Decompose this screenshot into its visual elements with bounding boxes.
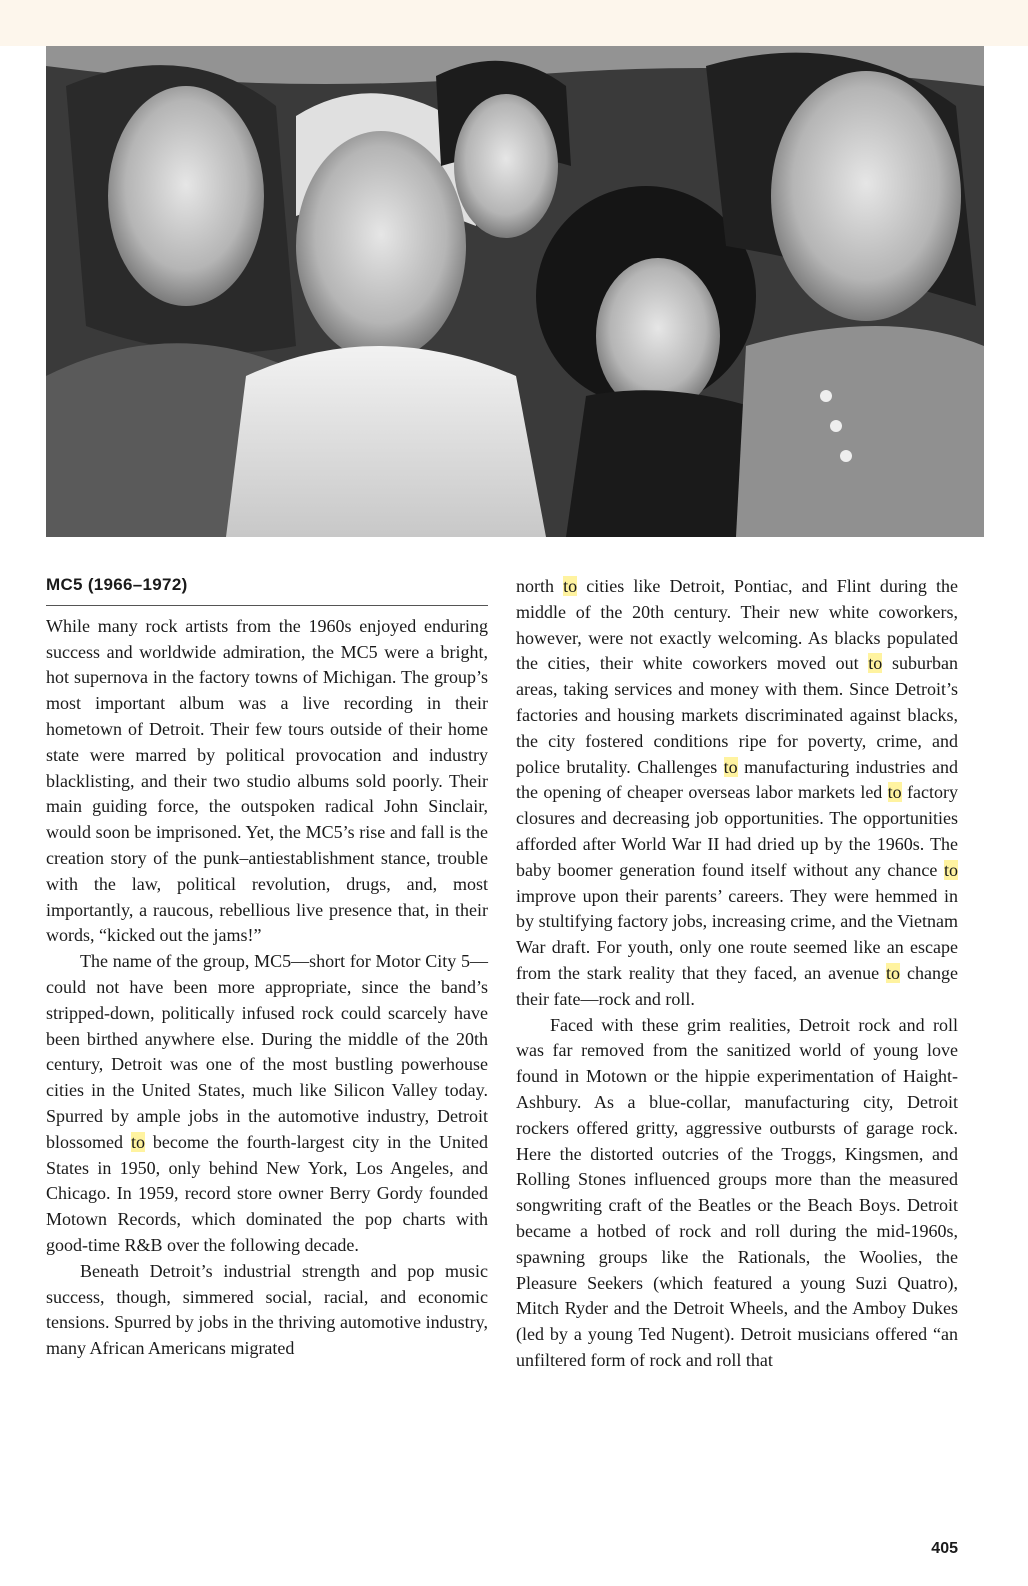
- left-paragraph-1: While many rock artists from the 1960s enjoyed enduring success and worldwide admiration, the MC5 were a bright, hot supernova in the factory towns of Michigan. The group’s most important album was a live recording in their hometown of Detroit. Their few tours outside of their home state were marred by political provocation and industry blacklisting, and their two studio albums sold poorly. Their main guiding force, the outspoken radical John Sinclair, would soon be imprisoned. Yet, the MC5’s rise and fall is the creation story of the punk–antiestablishment stance, trouble with the law, political revolution, drugs, and, most importantly, a raucous, rebellious live presence that, in their words, “kicked out the jams!”: [46, 615, 488, 946]
- band-photo: [46, 46, 984, 537]
- right-column: [516, 574, 958, 1374]
- right-paragraph-1: north to cities like Detroit, Pontiac, and Flint during the middle of the 20th century. Their new white coworkers, however, were not exactly welcoming. As blacks populated the cities, their white coworkers moved out to suburban areas, taking services and money with them. Since Detroit’s factories and housing markets discriminated against blacks, the city fostered conditions ripe for poverty, crime, and police brutality. Challenges to manufacturing industries and the opening of cheaper overseas labor markets led to factory closures and decreasing job opportunities. The opportunities afforded after World War II had dried up by the 1960s. The baby boomer generation found itself without any chance to improve upon their parents’ careers. They were hemmed in by stultifying factory jobs, increasing crime, and the Vietnam War draft. For youth, only one route seemed like an escape from the stark reality that they faced, an avenue to change their fate—rock and roll.: [516, 576, 959, 1009]
- left-paragraph-2: The name of the group, MC5—short for Motor City 5—could not have been more appropriate, since the band’s stripped-down, politically infused rock could scarcely have been birthed anywhere else. During the middle of the 20th century, Detroit was one of the most bustling powerhouse cities in the United States, much like Silicon Valley today. Spurred by ample jobs in the automotive industry, Detroit blossomed to become the fourth-largest city in the United States in 1950, only behind New York, Los Angeles, and Chicago. In 1959, record store owner Berry Gordy founded Motown Records, which dominated the pop charts with good-time R&B over the following decade.: [46, 951, 488, 1255]
- highlight-to: to: [886, 962, 901, 983]
- section-heading: MC5 (1966–1972): [46, 572, 488, 606]
- left-paragraph-3: Beneath Detroit’s industrial strength and pop music success, though, simmered social, racial, and economic tensions. Spurred by jobs in the thriving automotive industry, many African Americans migrated: [46, 1260, 488, 1359]
- left-column: [46, 572, 488, 1362]
- highlight-to: to: [868, 653, 883, 674]
- band-photo-illustration: [46, 46, 984, 537]
- page-top-strip: [0, 0, 1028, 46]
- highlight-to: to: [723, 756, 738, 777]
- highlight-to: to: [130, 1131, 145, 1152]
- highlight-to: to: [563, 576, 578, 596]
- highlight-to: to: [943, 859, 958, 880]
- page-number: 405: [931, 1540, 958, 1557]
- highlight-to: to: [887, 782, 902, 803]
- right-paragraph-2: Faced with these grim realities, Detroit rock and roll was far removed from the sanitized world of young love found in Motown or the hippie experimentation of Haight-Ashbury. As a blue-collar, manufacturing city, Detroit rockers offered gritty, aggressive outbursts of garage rock. Here the distorted outcries of the Troggs, Kingsmen, and Rolling Stones influenced groups more than the measured songwriting craft of the Beatles or the Beach Boys. Detroit became a hotbed of rock and roll during the mid-1960s, spawning groups like the Rationals, the Woolies, the Pleasure Seekers (which featured a young Suzi Quatro), Mitch Ryder and the Detroit Wheels, and the Amboy Dukes (led by a young Ted Nugent). Detroit musicians offered “an unfiltered form of rock and roll that: [516, 1014, 958, 1370]
